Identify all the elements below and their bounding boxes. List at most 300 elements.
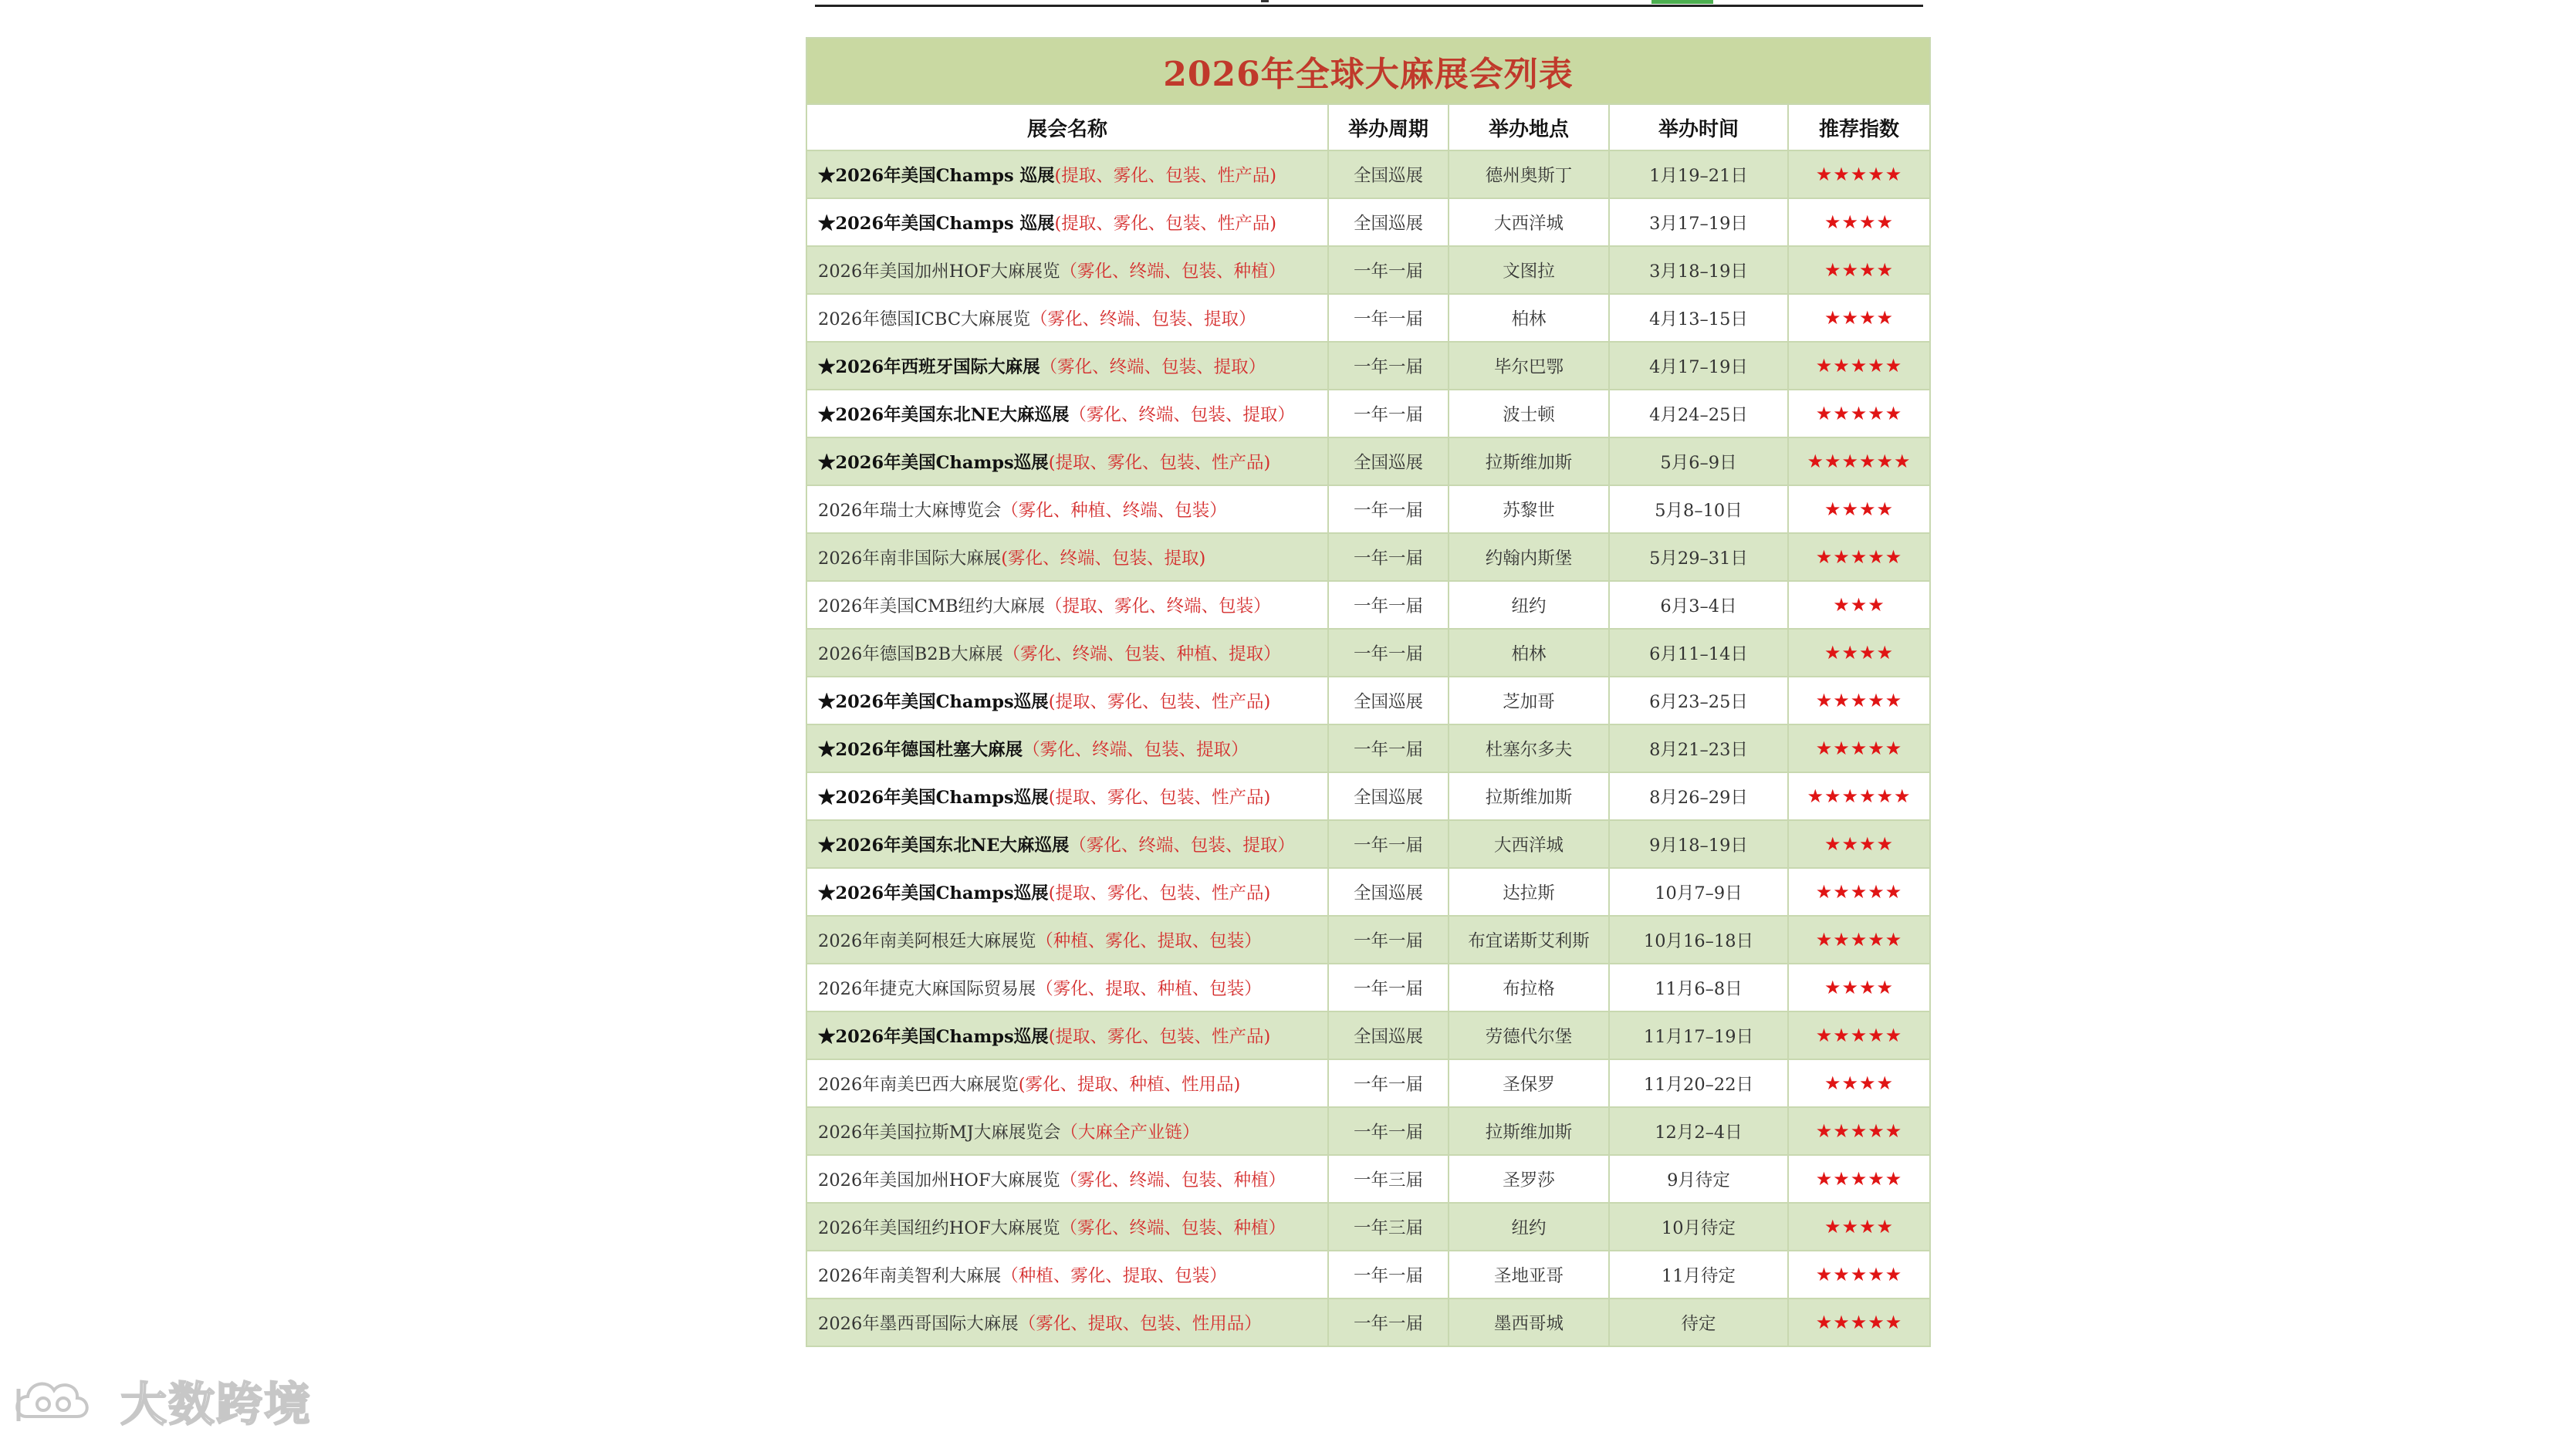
expo-location [1449, 390, 1609, 437]
expo-categories: (雾化、终端、包装、提取) [1001, 549, 1206, 569]
expo-location [1449, 581, 1609, 629]
expo-cycle-text: 一年一届 [1353, 1123, 1423, 1143]
expo-time [1609, 246, 1788, 294]
expo-cycle [1328, 581, 1449, 629]
expo-location-text: 劳德代尔堡 [1485, 1027, 1573, 1047]
expo-cycle-text: 全国巡展 [1353, 692, 1423, 712]
expo-rating-text: ★★★★★ [1815, 881, 1903, 903]
table-row [806, 964, 1930, 1011]
expo-name-cell [806, 150, 1328, 198]
expo-cycle [1328, 437, 1449, 485]
expo-location [1449, 150, 1609, 198]
expo-cycle [1328, 1298, 1449, 1346]
expo-time-text: 待定 [1681, 1314, 1716, 1334]
expo-rating-text: ★★★★★ [1815, 1168, 1903, 1190]
expo-name-cell [806, 1155, 1328, 1203]
expo-cycle [1328, 1107, 1449, 1155]
expo-rating-text: ★★★★ [1824, 211, 1895, 233]
expo-rating [1788, 485, 1930, 533]
expo-location [1449, 437, 1609, 485]
top-rule [815, 5, 1923, 7]
expo-cycle-text: 一年一届 [1353, 1266, 1423, 1286]
expo-time-text: 9月18–19日 [1649, 836, 1748, 856]
expo-name-cell [806, 1059, 1328, 1107]
expo-location-text: 大西洋城 [1493, 214, 1564, 234]
table-row [806, 294, 1930, 342]
expo-time-text: 6月23–25日 [1649, 692, 1748, 712]
expo-rating-text: ★★★★★★ [1807, 785, 1912, 807]
expo-location-text: 大西洋城 [1493, 836, 1564, 856]
expo-time-text: 4月24–25日 [1649, 405, 1748, 425]
expo-location-text: 圣罗莎 [1503, 1170, 1555, 1190]
expo-time-text: 11月6–8日 [1655, 979, 1743, 999]
table-row [806, 820, 1930, 868]
watermark [12, 1370, 336, 1432]
expo-rating [1788, 342, 1930, 390]
top-text-fragment [1261, 0, 1269, 2]
expo-rating [1788, 724, 1930, 772]
expo-cycle-text: 一年一届 [1353, 644, 1423, 664]
table-row [806, 390, 1930, 437]
expo-categories: (提取、雾化、包装、性产品) [1048, 788, 1271, 808]
expo-time-text: 5月29–31日 [1649, 549, 1748, 569]
table-row [806, 724, 1930, 772]
expo-categories: （雾化、终端、包装、提取） [1030, 309, 1256, 329]
expo-cycle [1328, 1155, 1449, 1203]
expo-time [1609, 820, 1788, 868]
expo-categories: （雾化、终端、包装、种植、提取） [1002, 644, 1281, 664]
table-row [806, 629, 1930, 677]
expo-cycle [1328, 342, 1449, 390]
expo-rating [1788, 820, 1930, 868]
expo-time-text: 8月26–29日 [1649, 788, 1748, 808]
expo-rating-text: ★★★★★ [1815, 546, 1903, 568]
table-row [806, 1298, 1930, 1346]
expo-time [1609, 1155, 1788, 1203]
expo-categories: （雾化、终端、包装、种植） [1060, 1218, 1286, 1238]
expo-time [1609, 629, 1788, 677]
expo-time [1609, 150, 1788, 198]
expo-time-text: 6月11–14日 [1649, 644, 1748, 664]
expo-time-text: 4月13–15日 [1649, 309, 1748, 329]
expo-time [1609, 437, 1788, 485]
expo-name: 2026年南美智利大麻展 [818, 1266, 1002, 1286]
expo-location [1449, 198, 1609, 246]
expo-location-text: 杜塞尔多夫 [1485, 740, 1573, 760]
expo-rating [1788, 150, 1930, 198]
table-row [806, 1059, 1930, 1107]
expo-name-cell [806, 437, 1328, 485]
expo-location [1449, 342, 1609, 390]
expo-categories: (提取、雾化、包装、性产品) [1048, 1027, 1271, 1047]
expo-name-cell [806, 964, 1328, 1011]
expo-categories: （雾化、种植、终端、包装） [1001, 501, 1227, 521]
expo-cycle-text: 全国巡展 [1353, 453, 1423, 473]
expo-rating [1788, 1251, 1930, 1298]
expo-categories: （种植、雾化、提取、包装） [1036, 931, 1262, 951]
expo-time-text: 8月21–23日 [1649, 740, 1748, 760]
expo-location-text: 布宜诺斯艾利斯 [1468, 931, 1590, 951]
expo-cycle-text: 全国巡展 [1353, 214, 1423, 234]
expo-name: 2026年美国CMB纽约大麻展 [818, 596, 1046, 616]
expo-categories: (雾化、提取、种植、性用品) [1018, 1075, 1241, 1095]
table-row [806, 342, 1930, 390]
table-row [806, 437, 1930, 485]
expo-cycle [1328, 1059, 1449, 1107]
expo-time [1609, 724, 1788, 772]
expo-name: 2026年德国B2B大麻展 [818, 644, 1003, 664]
expo-name: ★2026年美国东北NE大麻巡展 [818, 405, 1070, 425]
expo-time-text: 10月7–9日 [1655, 883, 1743, 903]
expo-cycle-text: 一年一届 [1353, 262, 1423, 282]
expo-categories: （雾化、终端、包装、提取） [1069, 836, 1295, 856]
expo-location-text: 芝加哥 [1503, 692, 1555, 712]
expo-location-text: 达拉斯 [1503, 883, 1555, 903]
expo-time [1609, 964, 1788, 1011]
expo-name-cell [806, 820, 1328, 868]
watermark-text: 大数跨境 [120, 1378, 312, 1432]
expo-cycle [1328, 246, 1449, 294]
table-row [806, 1203, 1930, 1251]
table-row [806, 533, 1930, 581]
expo-rating-text: ★★★★★ [1815, 1312, 1903, 1333]
expo-name-cell [806, 1011, 1328, 1059]
expo-time [1609, 868, 1788, 916]
expo-rating [1788, 772, 1930, 820]
expo-rating [1788, 1011, 1930, 1059]
expo-time [1609, 198, 1788, 246]
expo-cycle-text: 全国巡展 [1353, 788, 1423, 808]
expo-name-cell [806, 724, 1328, 772]
expo-rating [1788, 1298, 1930, 1346]
expo-cycle-text: 一年一届 [1353, 309, 1423, 329]
expo-cycle [1328, 150, 1449, 198]
expo-cycle [1328, 677, 1449, 724]
expo-location-text: 拉斯维加斯 [1485, 453, 1573, 473]
expo-location-text: 柏林 [1511, 644, 1547, 664]
expo-cycle [1328, 533, 1449, 581]
expo-rating [1788, 964, 1930, 1011]
expo-cycle-text: 一年一届 [1353, 357, 1423, 377]
expo-cycle [1328, 724, 1449, 772]
table-row [806, 1155, 1930, 1203]
expo-name: 2026年南美巴西大麻展览 [818, 1075, 1019, 1095]
expo-cycle-text: 一年一届 [1353, 1314, 1423, 1334]
expo-time-text: 9月待定 [1667, 1170, 1730, 1190]
expo-rating-text: ★★★★★ [1815, 929, 1903, 951]
expo-location [1449, 916, 1609, 964]
expo-rating-text: ★★★★ [1824, 498, 1895, 520]
expo-time [1609, 772, 1788, 820]
expo-location-text: 约翰内斯堡 [1485, 549, 1573, 569]
expo-name: 2026年南美阿根廷大麻展览 [818, 931, 1036, 951]
header-row [806, 104, 1930, 150]
expo-name: ★2026年美国Champs巡展 [818, 692, 1049, 712]
expo-name: ★2026年德国杜塞大麻展 [818, 740, 1023, 760]
expo-cycle-text: 一年三届 [1353, 1170, 1423, 1190]
expo-location [1449, 964, 1609, 1011]
expo-name-cell [806, 629, 1328, 677]
expo-time-text: 5月6–9日 [1660, 453, 1737, 473]
expo-name-cell [806, 485, 1328, 533]
expo-rating-text: ★★★★ [1824, 259, 1895, 281]
expo-time [1609, 1251, 1788, 1298]
expo-rating-text: ★★★★★ [1815, 738, 1903, 759]
header-rating: 推荐指数 [1788, 104, 1930, 150]
expo-time-text: 3月17–19日 [1649, 214, 1748, 234]
header-name: 展会名称 [806, 104, 1328, 150]
expo-cycle-text: 一年一届 [1353, 979, 1423, 999]
expo-rating [1788, 437, 1930, 485]
expo-cycle-text: 一年一届 [1353, 931, 1423, 951]
expo-cycle [1328, 294, 1449, 342]
expo-rating [1788, 246, 1930, 294]
expo-categories: （种植、雾化、提取、包装） [1001, 1266, 1227, 1286]
expo-name: 2026年美国加州HOF大麻展览 [818, 1170, 1060, 1190]
expo-location [1449, 677, 1609, 724]
expo-name-cell [806, 1298, 1328, 1346]
expo-categories: （雾化、终端、包装、种植） [1060, 262, 1286, 282]
top-green-fragment [1651, 0, 1713, 4]
expo-time-text: 4月17–19日 [1649, 357, 1748, 377]
table-row [806, 916, 1930, 964]
expo-time-text: 11月20–22日 [1643, 1075, 1754, 1095]
expo-rating-text: ★★★★★ [1815, 1120, 1903, 1142]
expo-rating-text: ★★★ [1833, 594, 1885, 616]
expo-location-text: 纽约 [1511, 1218, 1547, 1238]
expo-rating [1788, 1059, 1930, 1107]
expo-time-text: 1月19–21日 [1649, 166, 1748, 186]
expo-categories: （雾化、终端、包装、提取） [1040, 357, 1266, 377]
expo-time [1609, 1298, 1788, 1346]
expo-cycle-text: 全国巡展 [1353, 883, 1423, 903]
table-title: 2026年全球大麻展会列表 [806, 38, 1930, 104]
expo-rating [1788, 916, 1930, 964]
expo-time [1609, 1011, 1788, 1059]
expo-time-text: 11月待定 [1661, 1266, 1736, 1286]
expo-time [1609, 677, 1788, 724]
table-row [806, 1011, 1930, 1059]
expo-cycle-text: 一年一届 [1353, 501, 1423, 521]
expo-categories: (提取、雾化、包装、性产品) [1048, 692, 1271, 712]
expo-cycle-text: 一年一届 [1353, 405, 1423, 425]
expo-location-text: 德州奥斯丁 [1485, 166, 1573, 186]
table-row [806, 772, 1930, 820]
expo-rating-text: ★★★★ [1824, 833, 1895, 855]
expo-cycle [1328, 772, 1449, 820]
expo-name: 2026年美国拉斯MJ大麻展览会 [818, 1123, 1061, 1143]
expo-rating-text: ★★★★ [1824, 977, 1895, 998]
expo-name: ★2026年美国Champs巡展 [818, 883, 1049, 903]
expo-name-cell [806, 294, 1328, 342]
expo-location [1449, 724, 1609, 772]
expo-categories: (提取、雾化、包装、性产品) [1048, 883, 1271, 903]
expo-time [1609, 390, 1788, 437]
expo-cycle-text: 全国巡展 [1353, 166, 1423, 186]
expo-cycle [1328, 198, 1449, 246]
expo-time-text: 10月16–18日 [1643, 931, 1754, 951]
expo-rating [1788, 533, 1930, 581]
expo-name-cell [806, 198, 1328, 246]
expo-name: 2026年美国加州HOF大麻展览 [818, 262, 1060, 282]
expo-rating [1788, 868, 1930, 916]
cloud-logo-icon [12, 1370, 113, 1432]
expo-location [1449, 1203, 1609, 1251]
expo-cycle-text: 全国巡展 [1353, 1027, 1423, 1047]
expo-categories: (提取、雾化、包装、性产品) [1054, 214, 1277, 234]
header-cycle: 举办周期 [1328, 104, 1449, 150]
expo-location-text: 圣地亚哥 [1493, 1266, 1564, 1286]
expo-location-text: 圣保罗 [1503, 1075, 1555, 1095]
expo-name-cell [806, 1203, 1328, 1251]
expo-rating-text: ★★★★ [1824, 642, 1895, 664]
expo-location [1449, 1298, 1609, 1346]
table-row [806, 150, 1930, 198]
expo-time [1609, 1059, 1788, 1107]
expo-cycle [1328, 820, 1449, 868]
expo-location [1449, 1155, 1609, 1203]
expo-time [1609, 1107, 1788, 1155]
expo-cycle [1328, 390, 1449, 437]
expo-rating-text: ★★★★★ [1815, 355, 1903, 377]
expo-time-text: 3月18–19日 [1649, 262, 1748, 282]
expo-time [1609, 485, 1788, 533]
expo-location-text: 苏黎世 [1503, 501, 1555, 521]
expo-rating [1788, 294, 1930, 342]
expo-name-cell [806, 390, 1328, 437]
header-time: 举办时间 [1609, 104, 1788, 150]
expo-rating [1788, 1203, 1930, 1251]
expo-cycle-text: 一年一届 [1353, 836, 1423, 856]
expo-rating [1788, 390, 1930, 437]
expo-rating-text: ★★★★ [1824, 1216, 1895, 1238]
expo-location-text: 纽约 [1511, 596, 1547, 616]
expo-location [1449, 533, 1609, 581]
expo-time-text: 10月待定 [1661, 1218, 1736, 1238]
expo-rating-text: ★★★★★★ [1807, 451, 1912, 472]
expo-name-cell [806, 342, 1328, 390]
expo-rating-text: ★★★★★ [1815, 1264, 1903, 1285]
expo-rating-text: ★★★★★ [1815, 403, 1903, 424]
expo-name: ★2026年美国Champs 巡展 [818, 214, 1055, 234]
expo-categories: (提取、雾化、包装、性产品) [1048, 453, 1271, 473]
expo-name: ★2026年美国Champs巡展 [818, 1027, 1049, 1047]
expo-location-text: 毕尔巴鄂 [1493, 357, 1564, 377]
expo-cycle-text: 一年一届 [1353, 1075, 1423, 1095]
header-location: 举办地点 [1449, 104, 1609, 150]
expo-cycle-text: 一年一届 [1353, 596, 1423, 616]
expo-rating-text: ★★★★ [1824, 1072, 1895, 1094]
table-row [806, 1251, 1930, 1298]
expo-location [1449, 485, 1609, 533]
expo-name-cell [806, 581, 1328, 629]
expo-rating-text: ★★★★★ [1815, 164, 1903, 185]
table-row [806, 581, 1930, 629]
expo-name: 2026年美国纽约HOF大麻展览 [818, 1218, 1060, 1238]
expo-name-cell [806, 1251, 1328, 1298]
expo-name-cell [806, 1107, 1328, 1155]
expo-location [1449, 1011, 1609, 1059]
expo-location [1449, 246, 1609, 294]
table-row [806, 198, 1930, 246]
expo-cycle [1328, 1203, 1449, 1251]
expo-location [1449, 1107, 1609, 1155]
expo-location-text: 拉斯维加斯 [1485, 1123, 1573, 1143]
expo-location [1449, 294, 1609, 342]
expo-time [1609, 916, 1788, 964]
table-row [806, 677, 1930, 724]
expo-rating [1788, 629, 1930, 677]
expo-name-cell [806, 916, 1328, 964]
expo-categories: （提取、雾化、终端、包装） [1045, 596, 1271, 616]
expo-time-text: 6月3–4日 [1660, 596, 1737, 616]
expo-rating-text: ★★★★★ [1815, 690, 1903, 711]
expo-categories: （雾化、终端、包装、种植） [1060, 1170, 1286, 1190]
expo-cycle [1328, 916, 1449, 964]
expo-cycle [1328, 964, 1449, 1011]
expo-rating [1788, 1107, 1930, 1155]
expo-categories: （雾化、终端、包装、提取） [1069, 405, 1295, 425]
expo-name: ★2026年美国东北NE大麻巡展 [818, 836, 1070, 856]
expo-categories: （雾化、终端、包装、提取） [1023, 740, 1249, 760]
expo-name: 2026年墨西哥国际大麻展 [818, 1314, 1019, 1334]
expo-location [1449, 629, 1609, 677]
expo-cycle-text: 一年一届 [1353, 549, 1423, 569]
expo-location [1449, 868, 1609, 916]
expo-table [806, 37, 1931, 1347]
expo-location-text: 布拉格 [1503, 979, 1555, 999]
expo-name: ★2026年美国Champs 巡展 [818, 166, 1055, 186]
expo-location-text: 文图拉 [1503, 262, 1555, 282]
expo-location [1449, 1251, 1609, 1298]
expo-location [1449, 820, 1609, 868]
expo-rating [1788, 581, 1930, 629]
expo-name: ★2026年西班牙国际大麻展 [818, 357, 1040, 377]
expo-time [1609, 1203, 1788, 1251]
expo-categories: （雾化、提取、种植、包装） [1036, 979, 1262, 999]
expo-categories: （大麻全产业链） [1060, 1123, 1200, 1143]
expo-location-text: 墨西哥城 [1493, 1314, 1564, 1334]
expo-name-cell [806, 868, 1328, 916]
expo-rating-text: ★★★★ [1824, 307, 1895, 329]
expo-time [1609, 294, 1788, 342]
expo-time [1609, 533, 1788, 581]
expo-time [1609, 581, 1788, 629]
expo-rating [1788, 677, 1930, 724]
expo-name: 2026年南非国际大麻展 [818, 549, 1002, 569]
expo-name-cell [806, 772, 1328, 820]
table-row [806, 868, 1930, 916]
expo-time-text: 11月17–19日 [1643, 1027, 1754, 1047]
table-row [806, 246, 1930, 294]
expo-cycle [1328, 1251, 1449, 1298]
expo-rating [1788, 1155, 1930, 1203]
table-row [806, 1107, 1930, 1155]
expo-name: ★2026年美国Champs巡展 [818, 788, 1049, 808]
expo-time [1609, 342, 1788, 390]
expo-name-cell [806, 533, 1328, 581]
expo-cycle [1328, 868, 1449, 916]
table-row [806, 485, 1930, 533]
expo-cycle [1328, 629, 1449, 677]
expo-location-text: 柏林 [1511, 309, 1547, 329]
expo-name: 2026年捷克大麻国际贸易展 [818, 979, 1036, 999]
table-body [806, 150, 1930, 1346]
expo-name: ★2026年美国Champs巡展 [818, 453, 1049, 473]
expo-cycle-text: 一年三届 [1353, 1218, 1423, 1238]
expo-rating [1788, 198, 1930, 246]
expo-location-text: 波士顿 [1503, 405, 1555, 425]
